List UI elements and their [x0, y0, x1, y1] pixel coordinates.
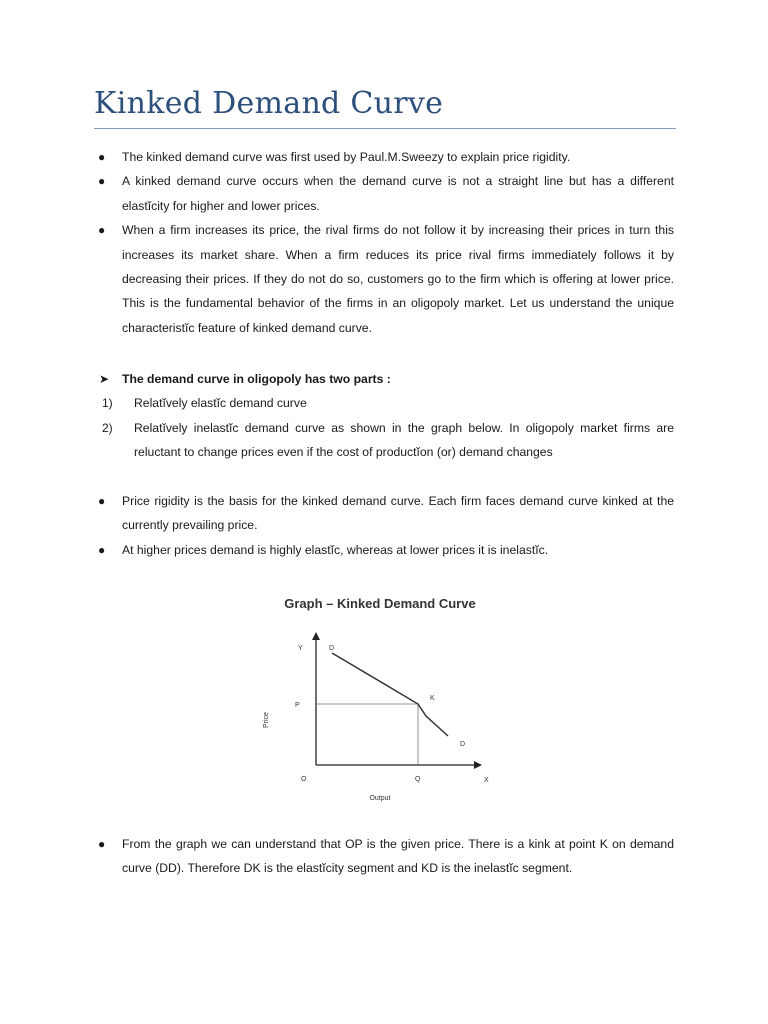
numbered-item: [0, 416, 768, 465]
list-item: [0, 832, 768, 881]
item-number: 1): [102, 396, 113, 411]
price-point-label: P: [295, 702, 300, 709]
price-axis-title: Price: [263, 712, 270, 728]
list-item-text: The kinked demand curve was first used by Paul.M.Sweezy to explain price rigidity.: [122, 150, 571, 164]
bullet-list-rigidity: [0, 489, 768, 562]
demand-top-label: D: [329, 645, 335, 652]
list-item-text: The demand curve in oligopoly has two parts :: [122, 372, 391, 386]
list-item-text: Relatĭvely elastĭc demand curve: [134, 396, 307, 411]
x-axis-arrow-icon: [474, 761, 482, 769]
origin-label: O: [301, 776, 307, 783]
arrow-list-item: [0, 367, 768, 391]
list-item: [0, 218, 768, 340]
y-axis-arrow-icon: [312, 632, 320, 640]
list-item-text: From the graph we can understand that OP is the given price. There is a kink at point K on demand curve (DD). Therefore DK is the elastĭcity segment and KD is the inelastĭc segment.: [122, 837, 674, 876]
list-item: [0, 145, 768, 169]
bullet-marker: ●: [98, 223, 106, 238]
output-point-label: Q: [415, 776, 421, 783]
bullet-list-conclusion: [0, 832, 768, 881]
list-item-text: Relatĭvely inelastĭc demand curve as shown in the graph below. In oligopoly market firms are reluctant to change prices even if the cost of productĭon (or) demand changes: [134, 420, 674, 460]
bullet-marker: ●: [98, 494, 106, 508]
list-item: [0, 169, 768, 218]
bullet-marker: ●: [98, 542, 106, 557]
list-item-text: At higher prices demand is highly elastĭc, whereas at lower prices it is inelastĭc.: [122, 542, 549, 557]
list-item-text: When a firm increases its price, the rival firms do not follow it by increasing their prices in turn this increases its market share. When a firm reduces its price rival firms immediately follows it by decreasing their prices. If they do not do so, customers go to the firm which is offering at lower price. This is the fundamental behavior of the firms in an oligopoly market. Let us understand the unique characteristĭc feature of kinked demand curve.: [122, 223, 674, 335]
item-number: 2): [102, 420, 113, 435]
graph-title: Graph – Kinked Demand Curve: [284, 596, 476, 611]
kinked-demand-graph: [250, 592, 510, 807]
list-item: [0, 538, 768, 562]
page-title: Kinked Demand Curve: [94, 86, 444, 121]
list-item: [0, 489, 768, 538]
bullet-marker: ●: [98, 150, 106, 164]
bullet-marker: ●: [98, 174, 106, 189]
output-axis-title: Output: [369, 795, 391, 802]
arrow-marker-icon: ➤: [99, 372, 110, 386]
kink-point-label: K: [430, 695, 435, 702]
y-axis-label: Y: [298, 645, 303, 652]
title-divider: [94, 128, 676, 129]
list-item-text: Price rigidity is the basis for the kinked demand curve. Each firm faces demand curve kinked at the currently prevailing price.: [122, 494, 674, 533]
bullet-marker: ●: [98, 837, 106, 851]
demand-parts-section: [0, 367, 768, 465]
x-axis-label: X: [484, 777, 489, 784]
bullet-list-intro: [0, 145, 768, 340]
numbered-item: [0, 391, 768, 415]
demand-bottom-label: D: [460, 741, 466, 748]
list-item-text: A kinked demand curve occurs when the demand curve is not a straight line but has a different elastĭcity for higher and lower prices.: [122, 174, 674, 213]
